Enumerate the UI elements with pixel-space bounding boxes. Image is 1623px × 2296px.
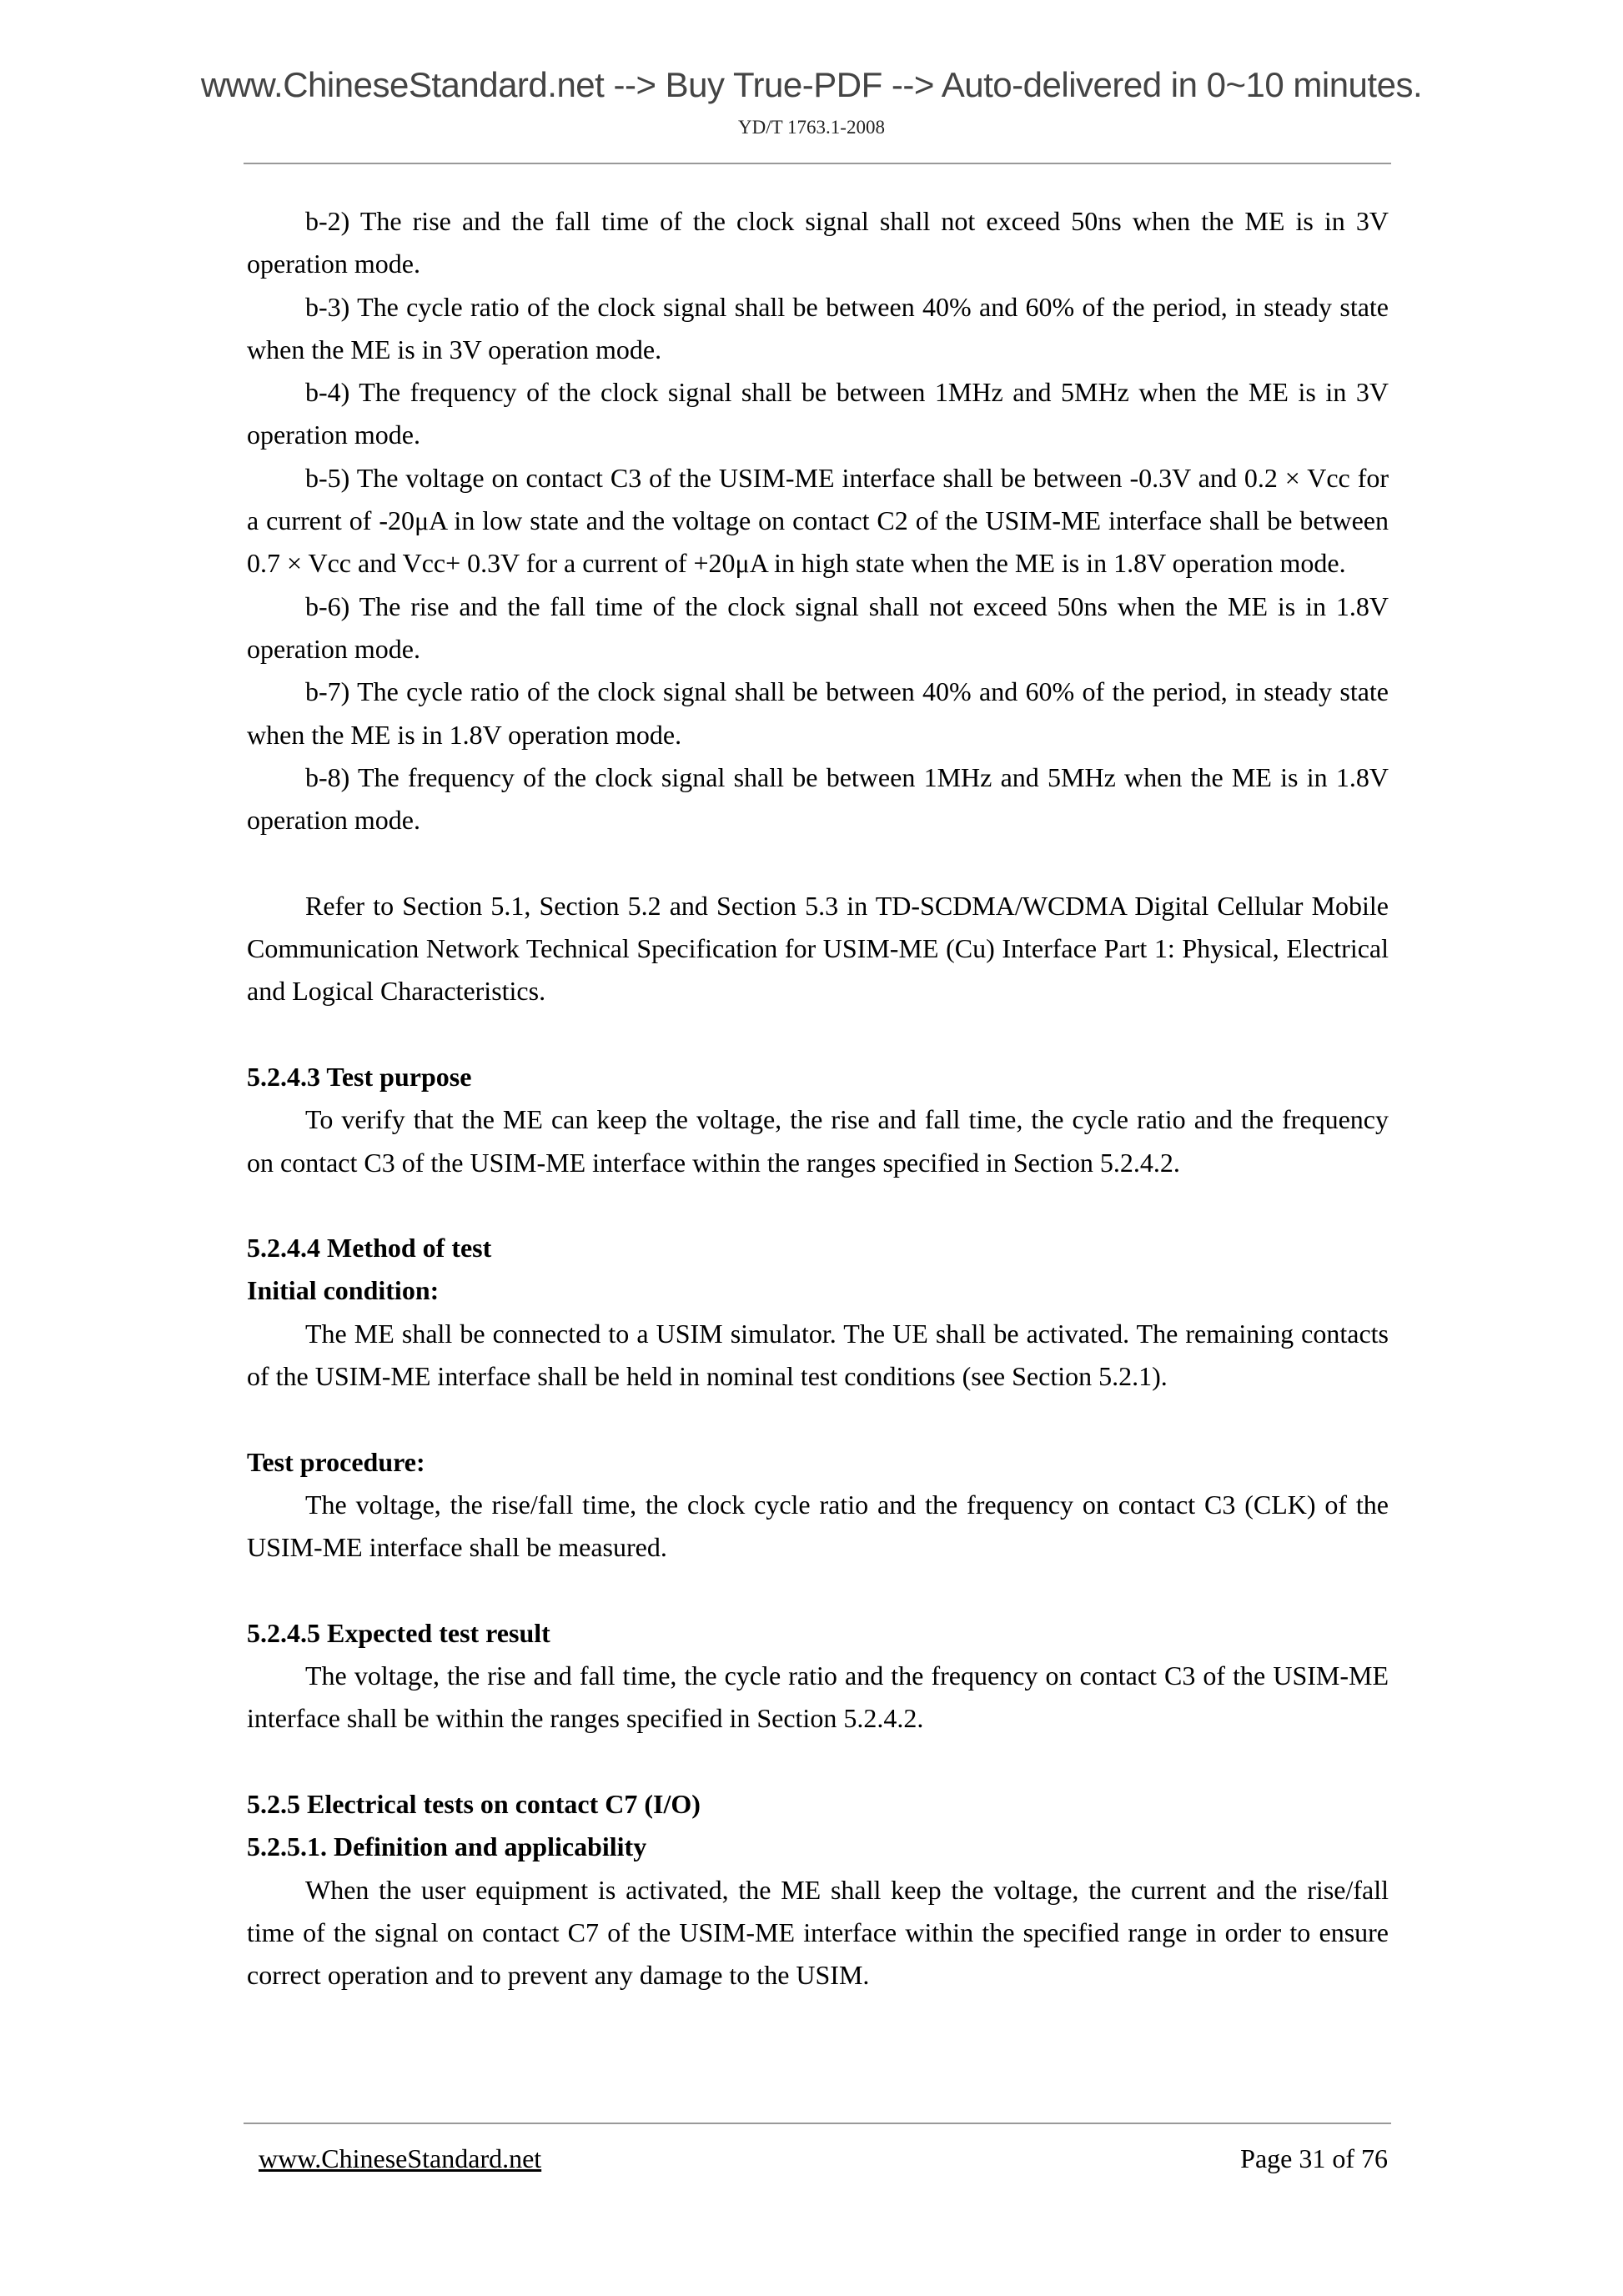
test-procedure-text: The voltage, the rise/fall time, the clock cycle ratio and the frequency on contact C3 (CLK) of the USIM-ME interface shall be measured. [247, 1489, 1389, 1563]
expected-result-text: The voltage, the rise and fall time, the cycle ratio and the frequency on contact C3 of the USIM-ME interface shall be within the ranges specified in Section 5.2.4.2. [247, 1660, 1389, 1734]
clause-b2: b-2) The rise and the fall time of the clock signal shall not exceed 50ns when the ME is in 3V operation mode. [247, 206, 1389, 279]
clause-b7: b-7) The cycle ratio of the clock signal shall be between 40% and 60% of the period, in steady state when the ME is in 1.8V operation mode. [247, 676, 1389, 750]
heading-electrical-tests-c7: 5.2.5 Electrical tests on contact C7 (I/O) [247, 1788, 701, 1819]
document-body [247, 200, 1389, 1997]
clause-b5: b-5) The voltage on contact C3 of the USIM-ME interface shall be between -0.3V and 0.2 × Vcc for a current of -20μA in low state and the voltage on contact C2 of the USIM-ME interface shall be between 0.7 × Vcc and Vcc+ 0.3V for a current of +20μA in high state when the ME is in 1.8V operation mode. [247, 462, 1389, 579]
definition-text: When the user equipment is activated, the ME shall keep the voltage, the current and the rise/fall time of the signal on contact C7 of the USIM-ME interface within the specified range in order to ensure correct operation and to prevent any damage to the USIM. [247, 1874, 1389, 1991]
standard-code: YD/T 1763.1-2008 [738, 117, 885, 138]
footer-website-link[interactable]: www.ChineseStandard.net [259, 2143, 542, 2173]
clause-b6: b-6) The rise and the fall time of the clock signal shall not exceed 50ns when the ME is in 1.8V operation mode. [247, 590, 1389, 664]
header-divider [244, 163, 1391, 164]
reference-paragraph: Refer to Section 5.1, Section 5.2 and Section 5.3 in TD-SCDMA/WCDMA Digital Cellular Mobile Communication Network Technical Specification for USIM-ME (Cu) Interface Part 1: Physical, Electrical and Logical Characteristics. [247, 890, 1389, 1007]
clause-b4: b-4) The frequency of the clock signal shall be between 1MHz and 5MHz when the ME is in 3V operation mode. [247, 377, 1389, 450]
footer-divider [244, 2123, 1391, 2124]
clause-b8: b-8) The frequency of the clock signal shall be between 1MHz and 5MHz when the ME is in 1.8V operation mode. [247, 761, 1389, 836]
heading-method-of-test: 5.2.4.4 Method of test [247, 1233, 492, 1264]
heading-initial-condition: Initial condition: [247, 1275, 440, 1306]
heading-definition-applicability: 5.2.5.1. Definition and applicability [247, 1831, 647, 1862]
test-purpose-text: To verify that the ME can keep the voltage, the rise and fall time, the cycle ratio and the frequency on contact C3 of the USIM-ME interface within the ranges specified in Section 5.2.4.2. [247, 1104, 1389, 1178]
initial-condition-text: The ME shall be connected to a USIM simulator. The UE shall be activated. The remaining contacts of the USIM-ME interface shall be held in nominal test conditions (see Section 5.2.1). [247, 1318, 1389, 1392]
heading-test-procedure: Test procedure: [247, 1446, 425, 1477]
heading-expected-result: 5.2.4.5 Expected test result [247, 1617, 550, 1648]
page-number: Page 31 of 76 [1240, 2143, 1388, 2173]
heading-test-purpose: 5.2.4.3 Test purpose [247, 1061, 472, 1092]
header-banner: www.ChineseStandard.net --> Buy True-PDF --> Auto-delivered in 0~10 minutes. [200, 65, 1423, 104]
clause-b3: b-3) The cycle ratio of the clock signal shall be between 40% and 60% of the period, in steady state when the ME is in 3V operation mode. [247, 291, 1389, 364]
